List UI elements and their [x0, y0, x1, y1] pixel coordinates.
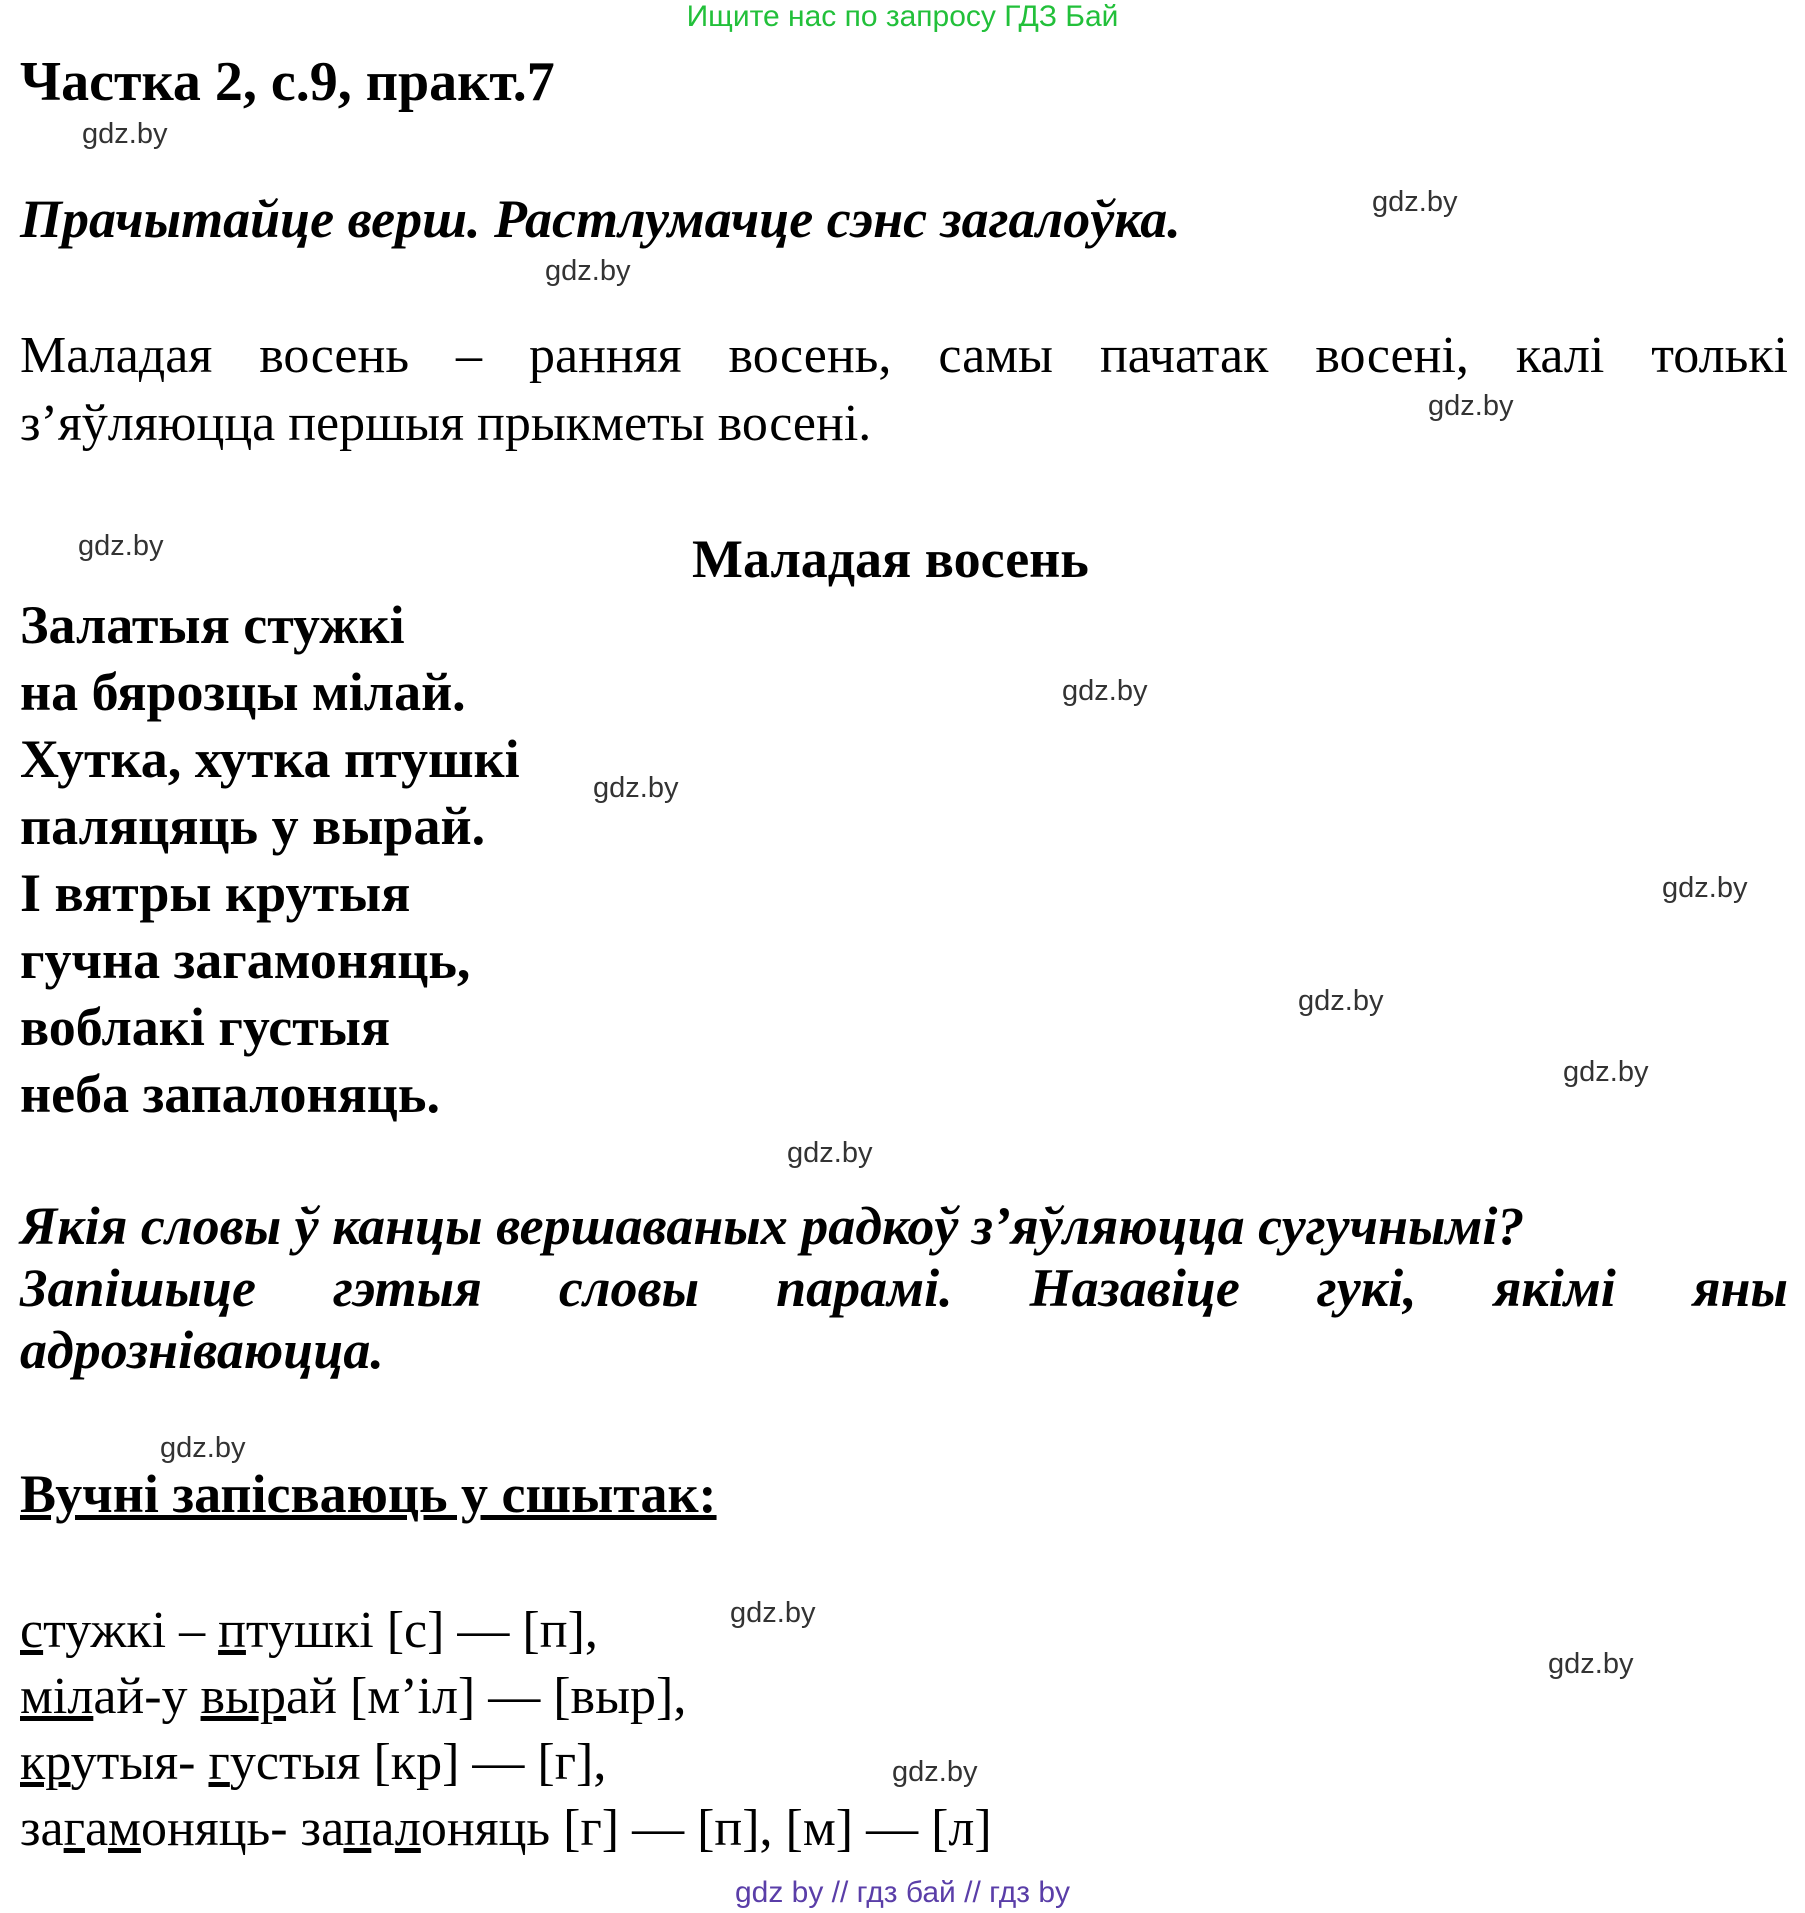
answer-pair-4 [20, 1796, 992, 1862]
footer-watermark: gdz by // гдз бай // гдз by [734, 1876, 1071, 1909]
text: за [20, 1800, 64, 1857]
poem-line: Хутка, хутка птушкі [20, 729, 520, 789]
sounds: [с] — [п], [373, 1602, 598, 1659]
answer-pair-3 [20, 1730, 992, 1796]
text: ай [286, 1668, 337, 1725]
sounds: [м’іл] — [выр], [336, 1668, 687, 1725]
watermark: gdz.by [593, 772, 679, 804]
poem-line: воблакі густыя [20, 997, 391, 1057]
sounds: [кр] — [г], [360, 1734, 607, 1791]
answer-list [20, 1598, 992, 1862]
poem-line: І вятры крутыя [20, 863, 411, 923]
watermark: gdz.by [1372, 186, 1458, 218]
watermark: gdz.by [1563, 1056, 1649, 1088]
task-instruction-1: Прачытайце верш. Растлумачце сэнс загалоўка. [20, 189, 1181, 249]
explanation-line-2: з’яўляюцца першыя прыкметы восені. [20, 395, 872, 452]
task2-line-3: адрозніваюцца. [20, 1320, 384, 1380]
text: тужкі – [43, 1602, 219, 1659]
watermark: gdz.by [160, 1432, 246, 1464]
poem-line: неба запалоняць. [20, 1064, 440, 1124]
highlight: п [218, 1602, 246, 1659]
text: утыя- [70, 1734, 209, 1791]
watermark: gdz.by [1298, 985, 1384, 1017]
poem-line: гучна загамоняць, [20, 930, 471, 990]
highlight: кр [20, 1734, 71, 1791]
sounds: [г] — [п], [м] — [л] [550, 1800, 992, 1857]
highlight: г [63, 1800, 85, 1857]
highlight: п [343, 1800, 372, 1857]
text: а [84, 1800, 109, 1857]
text: а [371, 1800, 395, 1857]
watermark: gdz.by [545, 255, 631, 287]
text: устыя [229, 1734, 361, 1791]
highlight: міл [20, 1668, 94, 1725]
poem-line: на бярозцы мілай. [20, 662, 466, 722]
poem-body [20, 592, 520, 1128]
watermark: gdz.by [1062, 675, 1148, 707]
poem-line: паляцяць у вырай. [20, 796, 486, 856]
highlight: г [208, 1734, 230, 1791]
answer-pair-1 [20, 1598, 992, 1664]
text: оняць [420, 1800, 551, 1857]
text: тушкі [245, 1602, 374, 1659]
poem-line: Залатыя стужкі [20, 595, 405, 655]
watermark: gdz.by [1428, 390, 1514, 422]
page-heading: Частка 2, с.9, практ.7 [20, 51, 555, 113]
watermark: gdz.by [78, 530, 164, 562]
task2-line-2: Запішыце гэтыя словы парамі. Назавіце гукі, якімі яны [20, 1258, 1788, 1318]
highlight: выр [200, 1668, 287, 1725]
watermark: gdz.by [730, 1597, 816, 1629]
text: оняць- за [140, 1800, 344, 1857]
task-instruction-2 [20, 1195, 1788, 1381]
highlight: с [20, 1602, 44, 1659]
task2-line-1: Якія словы ў канцы вершаваных радкоў з’яўляюцца сугучнымі? [20, 1196, 1525, 1256]
poem-title: Маладая восень [692, 529, 1089, 589]
watermark: gdz.by [787, 1137, 873, 1169]
text: ай-у [93, 1668, 201, 1725]
watermark: gdz.by [892, 1756, 978, 1788]
watermark: gdz.by [1662, 872, 1748, 904]
top-banner: Ищите нас по запросу ГДЗ Бай [686, 0, 1119, 33]
explanation-paragraph [20, 322, 1788, 458]
explanation-line-1: Маладая восень – ранняя восень, самы пачатак восені, калі толькі [20, 327, 1788, 384]
highlight: л [394, 1800, 421, 1857]
watermark: gdz.by [1548, 1648, 1634, 1680]
answer-heading: Вучні запісваюць у сшытак: [20, 1464, 717, 1524]
highlight: м [108, 1800, 141, 1857]
watermark: gdz.by [82, 118, 168, 150]
answer-pair-2 [20, 1664, 992, 1730]
